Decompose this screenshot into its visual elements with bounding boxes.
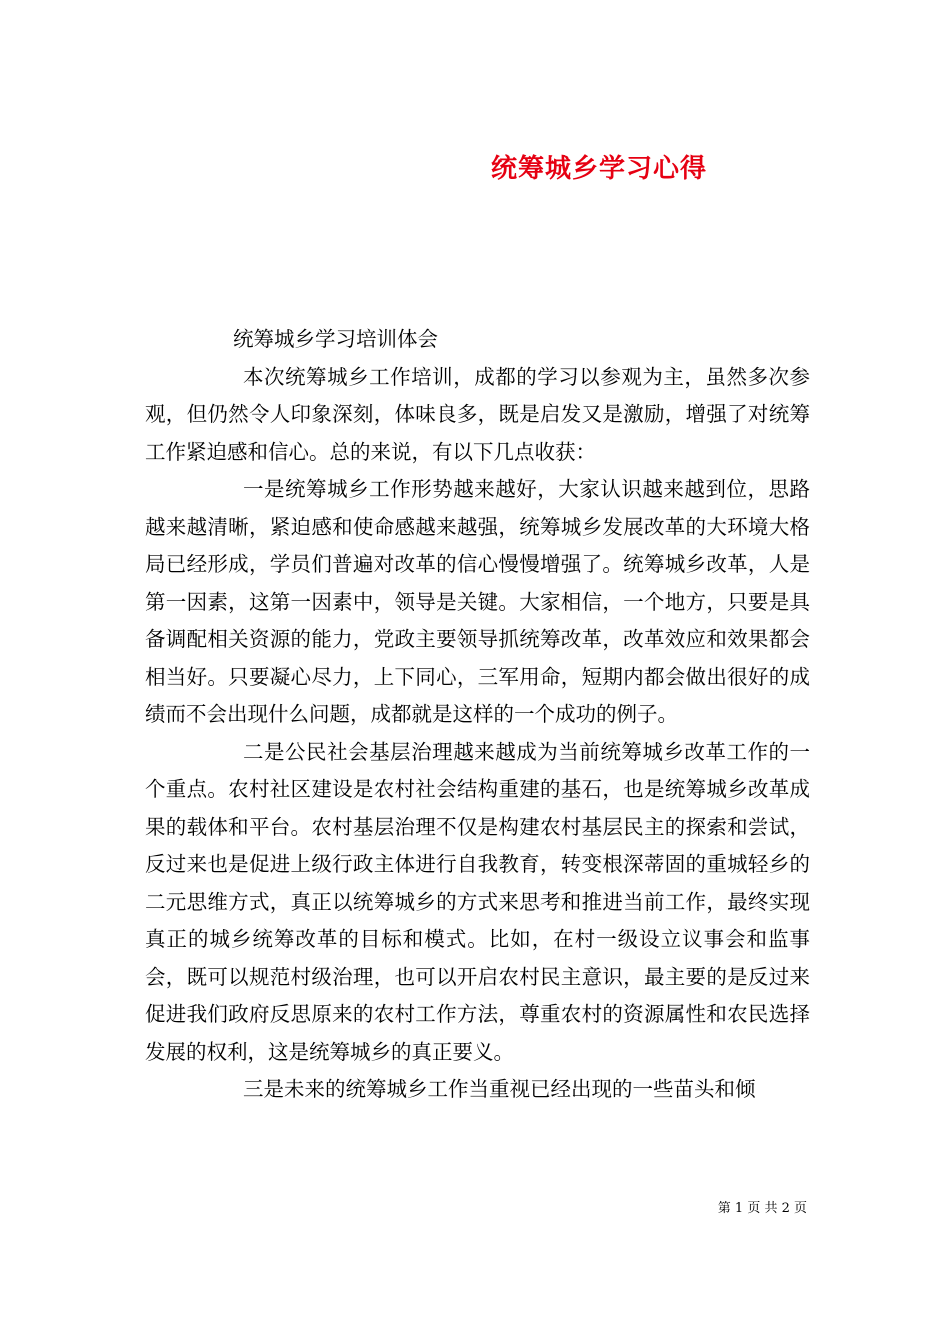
document-subtitle: 统筹城乡学习培训体会 [233,327,438,351]
paragraph-intro: 本次统筹城乡工作培训，成都的学习以参观为主，虽然多次参观，但仍然令人印象深刻，体味良多，既是启发又是激励，增强了对统筹工作紧迫感和信心。总的来说，有以下几点收获： [145,364,810,464]
paragraph-point-two: 二是公民社会基层治理越来越成为当前统筹城乡改革工作的一个重点。农村社区建设是农村社会结构重建的基石，也是统筹城乡改革成果的载体和平台。农村基层治理不仅是构建农村基层民主的探索和尝试，反过来也是促进上级行政主体进行自我教育，转变根深蒂固的重城轻乡的二元思维方式，真正以统筹城乡的方式来思考和推进当前工作，最终实现真正的城乡统筹改革的目标和模式。比如，在村一级设立议事会和监事会，既可以规范村级治理，也可以开启农村民主意识，最主要的是反过来促进我们政府反思原来的农村工作方法，尊重农村的资源属性和农民选择发展的权利，这是统筹城乡的真正要义。 [145,739,810,1064]
paragraph-point-one: 一是统筹城乡工作形势越来越好，大家认识越来越到位，思路越来越清晰，紧迫感和使命感越来越强，统筹城乡发展改革的大环境大格局已经形成，学员们普遍对改革的信心慢慢增强了。统筹城乡改革，人是第一因素，这第一因素中，领导是关键。大家相信，一个地方，只要是具备调配相关资源的能力，党政主要领导抓统筹改革，改革效应和效果都会相当好。只要凝心尽力，上下同心，三军用命，短期内都会做出很好的成绩而不会出现什么问题，成都就是这样的一个成功的例子。 [145,477,810,726]
paragraph-point-three: 三是未来的统筹城乡工作当重视已经出现的一些苗头和倾 [243,1077,756,1101]
document-body [145,321,810,1109]
document-title-text: 统筹城乡学习心得 [491,154,708,185]
page-number-footer: 第 1 页 共 2 页 [717,1201,807,1216]
document-title [111,149,839,189]
